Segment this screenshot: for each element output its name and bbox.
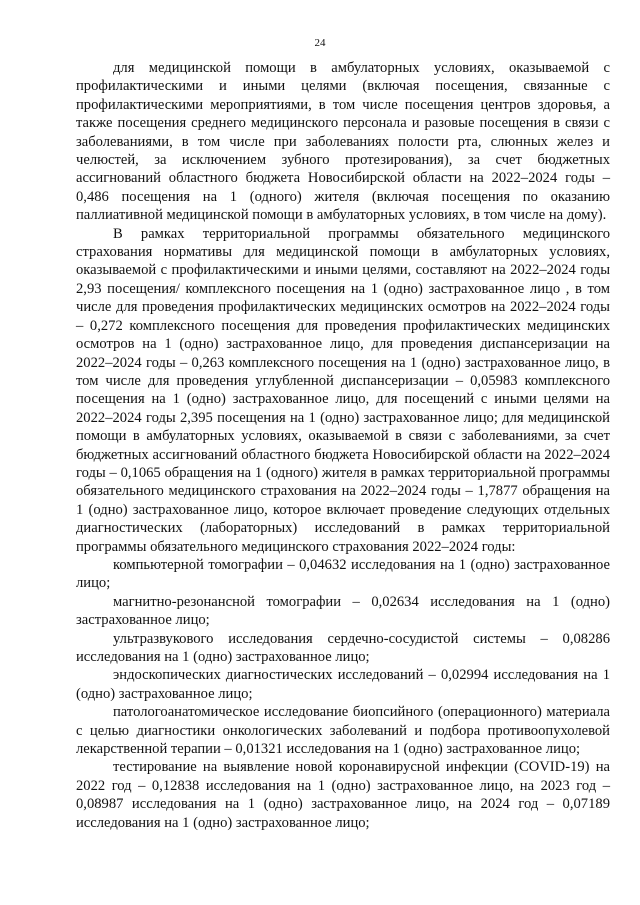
paragraph-covid-testing: тестирование на выявление новой коронавирусной инфекции (COVID-19) на 2022 год – 0,12838 исследования на 1 (одно) застрахованное лицо, на 2023 год – 0,08987 исследования на 1 (одно) застрахованное лицо, на 2024 год – 0,07189 исследования на 1 (одно) застрахованное лицо; — [76, 759, 610, 831]
paragraph-oms-norms: В рамках территориальной программы обязательного медицинского страхования нормативы для медицинской помощи в амбулаторных условиях, оказываемой с профилактическими и иными целями, составляют на 2022–2024 годы 2,93 посещения/ комплексного посещения на 1 (одно) застрахованное лицо , в том числе для проведения профилактических медицинских осмотров на 2022–2024 годы – 0,272 комплексного посещения для проведения профилактических медицинских осмотров на 1 (одно) застрахованное лицо, для проведения диспансеризации на 2022–2024 годы – 0,263 комплексного посещения на 1 (одно) застрахованное лицо, в том числе для проведения углубленной диспансеризации – 0,05983 комплексного посещения на 1 (одно) застрахованное лицо, для посещений с иными целями на 2022–2024 годы 2,395 посещения на 1 (одно) застрахованное лицо; для медицинской помощи в амбулаторных условиях, оказываемой в связи с заболеваниями, за счет бюджетных ассигнований областного бюджета Новосибирской области на 2022–2024 годы – 0,1065 обращения на 1 (одного) жителя в рамках территориальной программы обязательного медицинского страхования на 2022–2024 годы – 1,7877 обращения на 1 (одно) застрахованное лицо, которое включает проведение следующих отдельных диагностических (лабораторных) исследований в рамках территориальной программы обязательного медицинского страхования 2022–2024 годы: — [76, 225, 610, 555]
paragraph-outpatient-budget: для медицинской помощи в амбулаторных условиях, оказываемой с профилактическими и иными целями (включая посещения, связанные с профилактическими мероприятиями, в том числе посещения центров здоровья, а также посещения среднего медицинского персонала и разовые посещения в связи с заболеваниями, в том числе при заболеваниях полости рта, слюнных желез и челюстей, за исключением зубного протезирования), за счет бюджетных ассигнований областного бюджета Новосибирской области на 2022–2024 годы – 0,486 посещения на 1 (одного) жителя (включая посещения по оказанию паллиативной медицинской помощи в амбулаторных условиях, в том числе на дому). — [76, 60, 610, 224]
page-number: 24 — [314, 37, 326, 49]
paragraph-ultrasound: ультразвукового исследования сердечно-сосудистой системы – 0,08286 исследования на 1 (одно) застрахованное лицо; — [76, 630, 610, 665]
document-body — [76, 59, 610, 832]
paragraph-ct: компьютерной томографии – 0,04632 исследования на 1 (одно) застрахованное лицо; — [76, 556, 610, 592]
paragraph-endoscopy: эндоскопических диагностических исследований – 0,02994 исследования на 1 (одно) застрахованное лицо; — [76, 667, 610, 702]
paragraph-pathology: патологоанатомическое исследование биопсийного (операционного) материала с целью диагностики онкологических заболеваний и подбора противоопухолевой лекарственной терапии – 0,01321 исследования на 1 (одно) застрахованное лицо; — [76, 704, 610, 758]
paragraph-mri: магнитно-резонансной томографии – 0,02634 исследования на 1 (одно) застрахованное лицо; — [76, 593, 610, 629]
